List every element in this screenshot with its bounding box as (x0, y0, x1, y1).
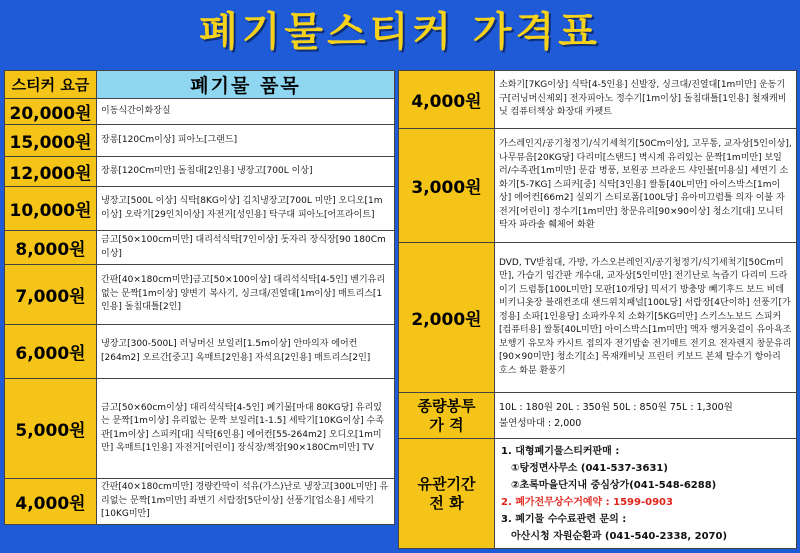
price-cell: 5,000원 (5, 379, 97, 479)
bag-prices: 10L : 180원 20L : 350원 50L : 850원 75L : 1,300원 (499, 401, 733, 413)
header-items: 폐기물 품목 (97, 71, 395, 99)
page-title: 폐기물스티커 가격표 (199, 9, 601, 55)
price-cell: 20,000원 (5, 99, 97, 125)
table-row (5, 325, 395, 379)
table-row (399, 71, 797, 129)
table-row (5, 99, 395, 125)
contact-list (495, 439, 797, 549)
price-cell: 4,000원 (5, 479, 97, 525)
contact-line: ①탕정면사무소 (041-537-3631) (511, 462, 668, 474)
price-cell: 15,000원 (5, 125, 97, 157)
table-row (5, 479, 395, 525)
table-row (399, 243, 797, 393)
price-cell: 4,000원 (399, 71, 495, 129)
price-cell: 3,000원 (399, 129, 495, 243)
price-cell: 6,000원 (5, 325, 97, 379)
contact-line: 아산시청 자원순환과 (041-540-2338, 2070) (511, 530, 728, 542)
bag-note: 불연성마대 : 2,000 (499, 417, 582, 429)
items-cell: DVD, TV받침대, 가방, 가스오븐레인지/공기청정기/식기세척기[50Cm미만], 가습기 임간판 개수대, 교자상[5인미만] 전기난로 녹즙기 다리미 드라이기 드럼통[100L미만] 모판[10개당] 믹서기 방충망 빼기후드 보드 비데 비키니옷장 블래컨조대 샌드위치패널[100L당] 서랍장[4단이하] 선풍기[가정용] 소파[1인용당] 소파카우치 소화기[5KG미만] 스키스노보드 스피커[컴퓨터용] 쌀통[40L미만] 아이스박스[1m미만] 액자 행거옷걸이 유아욕조 보행기 유모차 카시트 접의자 전기밥솥 전기매트 전기요 전자렌지 창문유리[90×90미만] 청소기[소] 목재캐비닛 프린터 키보드 본체 탈수기 항아리 호스 화분 환풍기 (495, 243, 797, 393)
price-table-left (4, 70, 395, 525)
items-cell: 금고[50×60cm이상] 대리석식탁[4-5인] 폐기물[마대 80KG당] 유리있는 문짝[1m이상] 유리없는 문짝 보일러[1-1.5] 세탁기[10KG이상] 수족관[1m이상] 스피커[대] 식탁[6인용] 에어컨[55-264m2] 오디오[1m미만] 옥매트[1인용] 자전거[어린이] 장식장/책장[90×180Cm미만] TV (97, 379, 395, 479)
items-cell: 가스레인지/공기청정기/식기세척기[50Cm이상], 고무통, 교자상[5인이상], 나무뮤음[20KG당] 다리미[스탠드] 벽시계 유리있는 문짝[1m미만] 보일러/수족관[1m미만] 문갑 병풍, 보원공 브라운드 샤인볼[미용실] 세면기 소화기[5-7KG] 스피커[중] 식탁[3인용] 쌀통[40L미만] 아이스박스[1m이상] 에어컨[66m2] 실외기 스티로폼[100L당] 유아미끄럼틀 의자 이불 자전거[어린이] 정수기[1m미만] 창문유리[90×90이상] 청소기[대] 모니터 탁자 파라솔 훼체어 화환 (495, 129, 797, 243)
contact-line: 3. 폐기물 수수료관련 문의 : (501, 513, 627, 525)
price-cell: 2,000원 (399, 243, 495, 393)
items-cell: 간판[40×180cm미만] 경량칸막이 석유(가스)난로 냉장고[300L미만] 유리없는 문짝[1m미만] 좌변기 서랍장[5단이상] 선풍기[업소용] 세탁기[10KG미만] (97, 479, 395, 525)
table-row (399, 439, 797, 549)
items-cell: 냉장고[500L 이상] 식탁[8KG이상] 김치냉장고[700L 미만] 오디오[1m이상] 오락기[29인치이상] 자전거[성인용] 탁구대 피아노[어프라이트] (97, 187, 395, 231)
header-price: 스티커 요금 (5, 71, 97, 99)
items-cell: 소화기[7KG이상] 식탁[4-5인용] 신발장, 싱크대/진열대[1m미만] 운동기구[러닝머신제외] 전자피아노 정수기[1m이상] 돌침대틀[1인용] 철재캐비닛 컴퓨터책상 화장대 카펫트 (495, 71, 797, 129)
contact-label: 유관기간 전 화 (399, 439, 495, 549)
table-row (5, 265, 395, 325)
price-cell: 7,000원 (5, 265, 97, 325)
items-cell: 금고[50×100cm미만] 대리석식탁[7인이상] 돗자리 장식장[90 180Cm이상] (97, 231, 395, 265)
contact-line: ②초록마을단지내 중심상가(041-548-6288) (511, 479, 717, 491)
items-cell: 냉장고[300-500L] 러닝머신 보일러[1.5m이상] 안마의자 에어컨[264m2] 오르간[중고] 옥매트[2인용] 자석요[2인용] 매트리스[2인] (97, 325, 395, 379)
table-row (5, 125, 395, 157)
price-table-right (398, 70, 797, 549)
table-row (5, 379, 395, 479)
table-row (5, 187, 395, 231)
table-row (399, 129, 797, 243)
price-cell: 10,000원 (5, 187, 97, 231)
items-cell: 장롱[120Cm이상] 피아노[그랜드] (97, 125, 395, 157)
price-cell: 8,000원 (5, 231, 97, 265)
items-cell: 장롱[120Cm미만] 돌침대[2인용] 냉장고[700L 이상] (97, 157, 395, 187)
bag-price-label: 종량봉투 가 격 (399, 393, 495, 439)
contact-line: 1. 대형폐기물스티커판매 : (501, 445, 620, 457)
contact-line: 2. 폐가전무상수거예약 : 1599-0903 (501, 496, 673, 508)
table-row (5, 231, 395, 265)
items-cell: 간판[40×180cm미만]금고[50×100이상] 대리석식탁[4-5인] 벤기유리없는 문짝[1m이상] 양변기 복사기, 싱크대/진열대[1m이상] 매트리스[1인용] 돌침대틀[2인] (97, 265, 395, 325)
price-cell: 12,000원 (5, 157, 97, 187)
table-row (5, 157, 395, 187)
items-cell: 이동식간이화장실 (97, 99, 395, 125)
table-row (399, 393, 797, 439)
